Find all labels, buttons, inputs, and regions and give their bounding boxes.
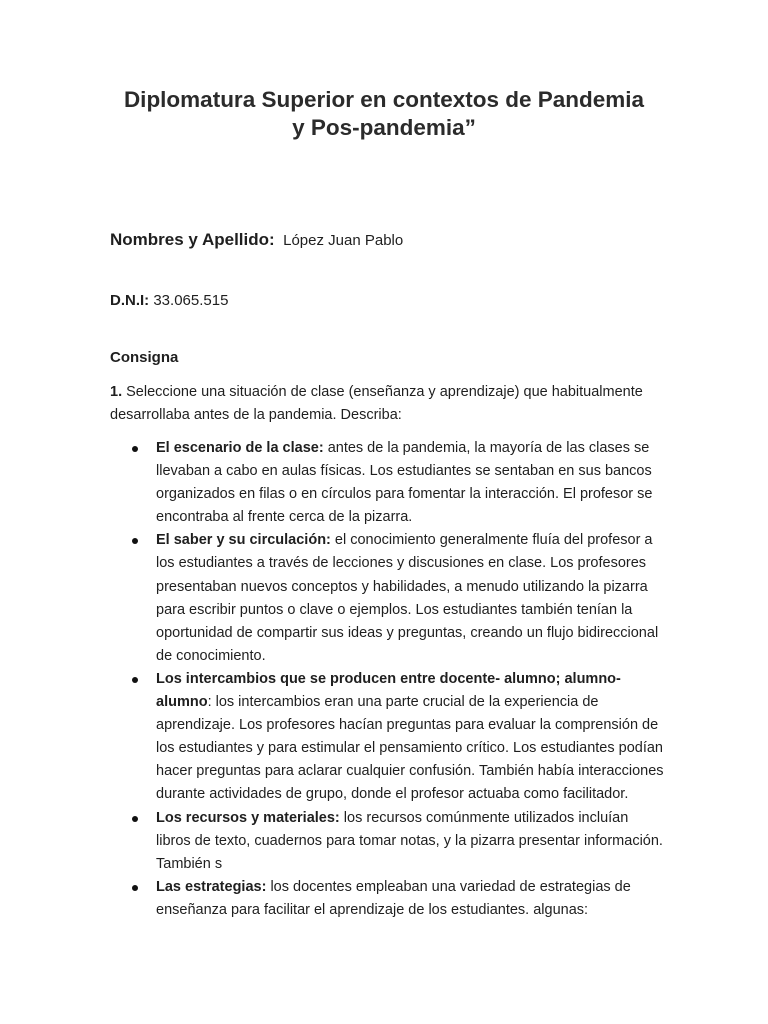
document-title [100,86,668,142]
item-text: el conocimiento generalmente fluía del profesor a los estudiantes a través de lecciones y discusiones en clase. Los profesores presentaban nuevos conceptos y habilidades, a menudo utilizando la pizarra para escribir puntos o clave o ejemplos. Los estudiantes también tenían la oportunidad de compartir sus ideas y preguntas, creando un flujo bidireccional de conocimiento. [156,532,659,664]
bullet-icon [132,816,138,822]
list-item [156,529,666,668]
dni-label: D.N.I: [110,292,150,309]
dni-value: 33.065.515 [153,292,229,309]
item-text: antes de la pandemia, la mayoría de las clases se llevaban a cabo en aulas físicas. Los estudiantes se sentaban en sus bancos organizados en filas o en círculos para fomentar la interacción. El profesor se encontraba al frente cerca de la pizarra. [156,440,653,526]
question-number: 1. [110,384,123,400]
bullet-icon [132,446,138,452]
consigna-heading: Consigna [110,349,179,366]
question-text: Seleccione una situación de clase (enseñanza y aprendizaje) que habitualmente desarrollaba antes de la pandemia. Describa: [110,384,643,423]
item-text: los recursos comúnmente utilizados incluían libros de texto, cuadernos para tomar notas, y la pizarra presentar información. También s [156,809,663,872]
bullet-list [156,437,666,922]
title-line-1: Diplomatura Superior en contextos de Pandemia [123,87,645,112]
name-value: López Juan Pablo [283,232,404,249]
name-field [110,230,670,250]
list-item [156,807,666,876]
item-text: : los intercambios eran una parte crucial de la experiencia de aprendizaje. Los profesores hacían preguntas para evaluar la comprensión de los estudiantes y para estimular el pensamiento crítico. Los estudiantes podían hacer preguntas para aclarar cualquier confusión. También había interacciones durante actividades de grupo, donde el profesor actuaba como facilitador. [156,694,664,803]
dni-field [110,292,228,309]
bullet-icon [132,538,138,544]
item-label: Los recursos y materiales: [156,809,340,826]
name-label: Nombres y Apellido: [110,230,275,249]
item-label: El escenario de la clase: [156,440,324,456]
title-line-2: y Pos-pandemia” [292,115,476,140]
item-label: Las estrategias: [156,878,267,895]
item-text: los docentes empleaban una variedad de estrategias de enseñanza para facilitar el aprendizaje de los estudiantes. algunas: [156,878,631,918]
item-label: El saber y su circulación: [156,532,331,549]
question-1 [110,381,655,427]
item-label: Los intercambios que se producen entre docente- alumno; alumno-alumno [156,670,621,711]
bullet-icon [132,885,138,891]
bullet-icon [132,677,138,683]
list-item [156,668,666,807]
list-item [156,437,666,529]
list-item [156,876,666,922]
